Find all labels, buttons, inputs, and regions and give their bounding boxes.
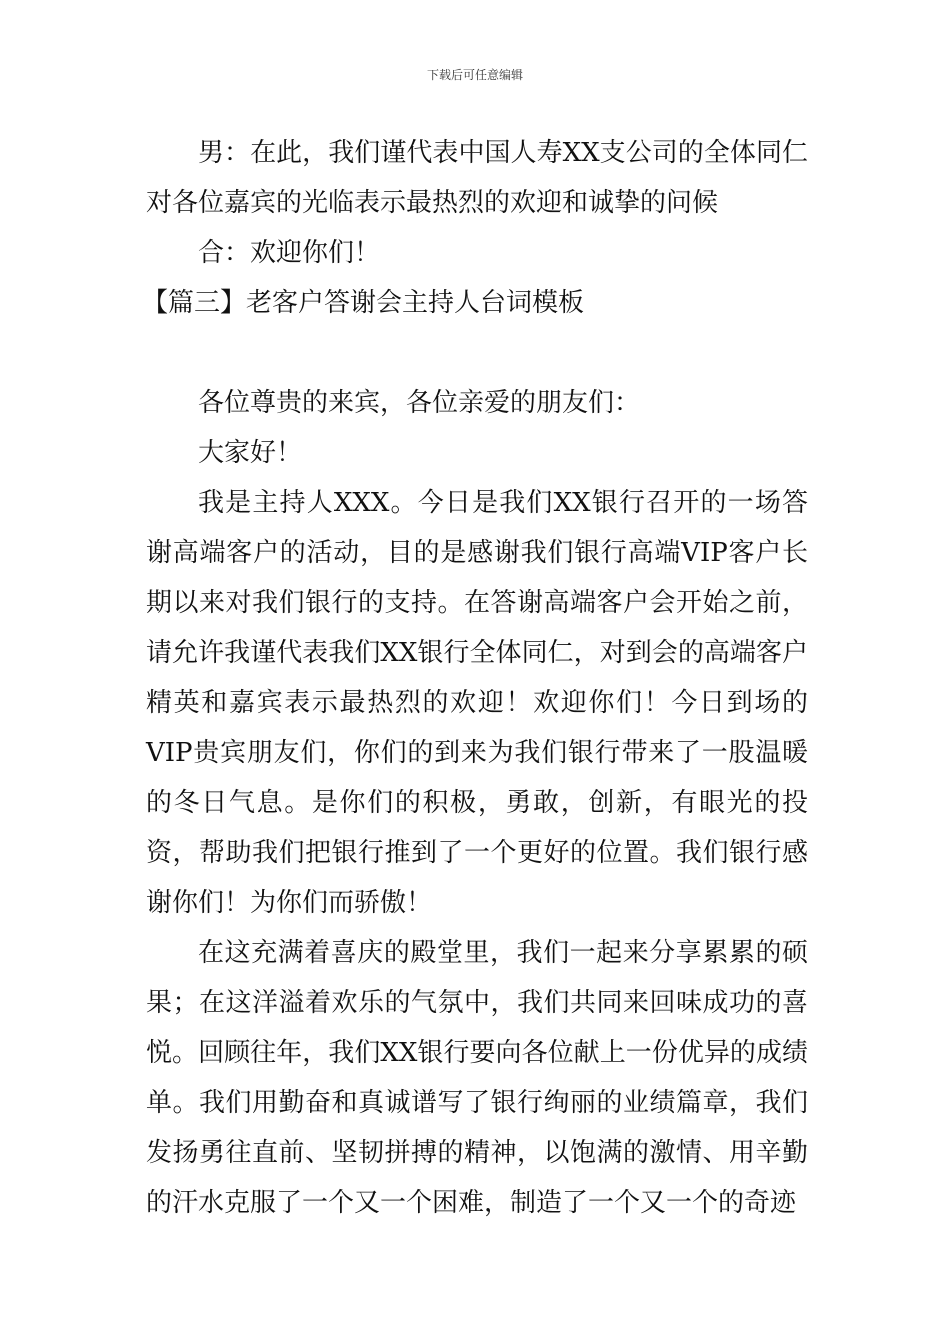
document-body [142,128,808,1228]
paragraph-hall: 在这充满着喜庆的殿堂里，我们一起来分享累累的硕果；在这洋溢着欢乐的气氛中，我们共同来回味成功的喜悦。回顾往年，我们XX银行要向各位献上一份优异的成绩单。我们用勤奋和真诚谱写了银行绚丽的业绩篇章，我们发扬勇往直前、坚韧拼搏的精神，以饱满的激情、用辛勤的汗水克服了一个又一个困难，制造了一个又一个的奇迹 [146,938,808,1218]
blank-line [146,328,808,378]
section-heading: 【篇三】老客户答谢会主持人台词模板 [142,288,585,318]
paragraph-hello: 大家好！ [198,438,303,468]
paragraph-together: 合：欢迎你们！ [198,238,381,268]
paragraph-greeting: 各位尊贵的来宾，各位亲爱的朋友们： [198,388,641,418]
paragraph-host-intro: 我是主持人XXX。今日是我们XX银行召开的一场答谢高端客户的活动，目的是感谢我们银行高端VIP客户长期以来对我们银行的支持。在答谢高端客户会开始之前，请允许我谨代表我们XX银行全体同仁，对到会的高端客户精英和嘉宾表示最热烈的欢迎！欢迎你们！今日到场的VIP贵宾朋友们，你们的到来为我们银行带来了一股温暖的冬日气息。是你们的积极，勇敢，创新，有眼光的投资，帮助我们把银行推到了一个更好的位置。我们银行感谢你们！为你们而骄傲！ [146,488,808,918]
paragraph-male-host: 男：在此，我们谨代表中国人寿XX支公司的全体同仁对各位嘉宾的光临表示最热烈的欢迎和诚挚的问候 [146,138,808,218]
page-header-note: 下载后可任意编辑 [426,68,523,82]
